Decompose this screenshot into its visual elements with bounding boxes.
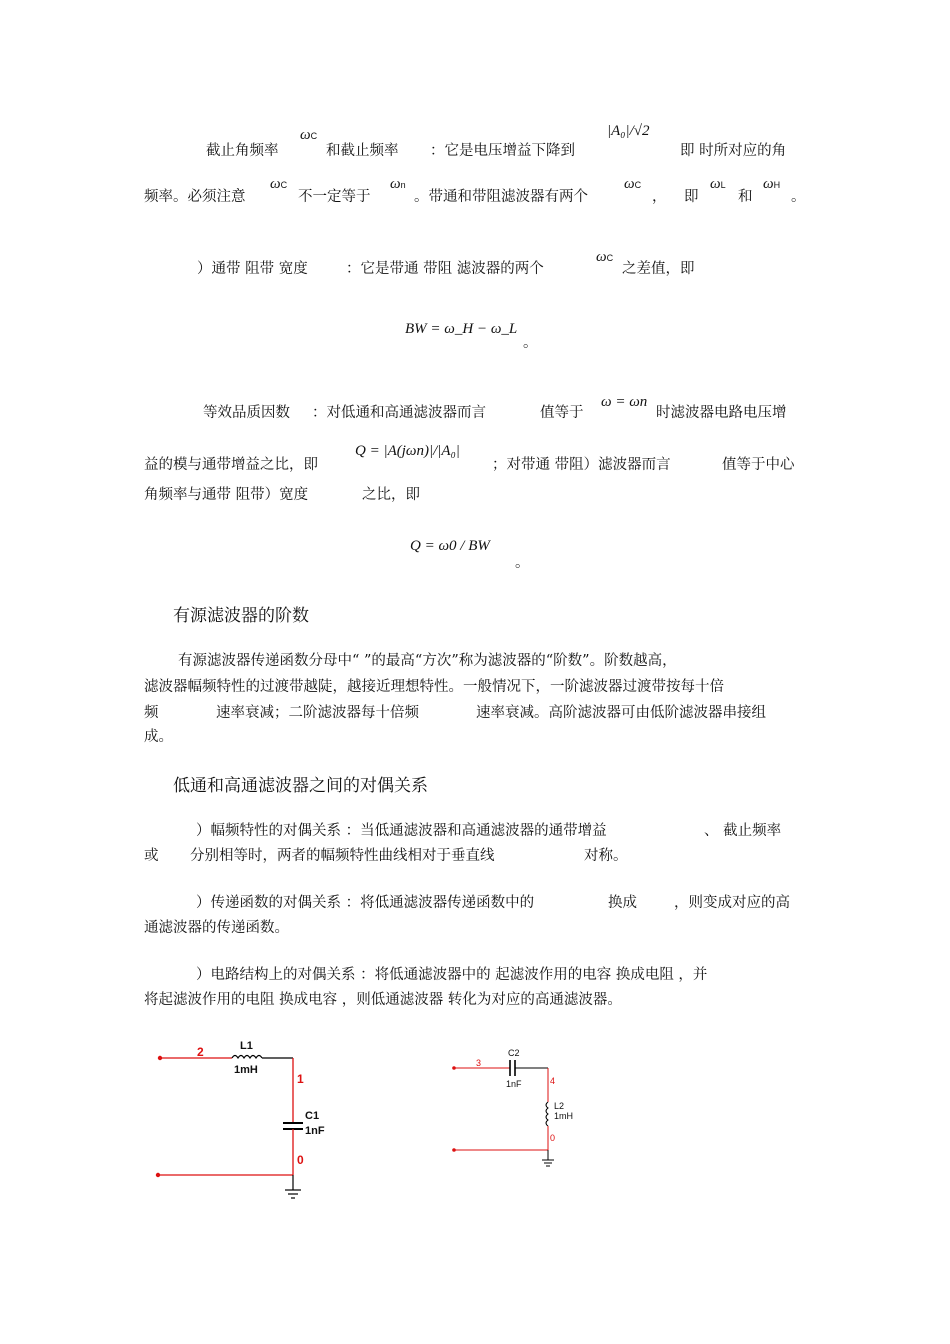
p2-formula-end: 。	[523, 335, 538, 351]
gain-expression: |A₀|/√2	[607, 123, 650, 139]
sec1-line4: 成。	[144, 729, 173, 745]
p3-line1a: 等效品质因数	[203, 405, 290, 421]
inductor-l2-symbol	[546, 1102, 548, 1126]
lowpass-circuit-diagram	[150, 1030, 350, 1210]
p1-line1a: 截止角频率	[206, 143, 279, 159]
p1-line2f: 和	[738, 189, 753, 205]
omega-c-symbol: ωC	[596, 249, 614, 265]
p1-line2b: 不一定等于	[298, 189, 371, 205]
p1-line2c: 。带通和带阻滤波器有两个	[414, 189, 588, 205]
sec1-line3c: 速率衰减。高阶滤波器可由低阶滤波器串接组	[476, 705, 766, 721]
sec1-line3a: 频	[144, 705, 159, 721]
sec2-item1c: 或	[144, 848, 159, 864]
inductor-l1-name: L1	[240, 1040, 253, 1052]
node-label-0: 0	[297, 1153, 304, 1167]
condition-expression: ω = ωn	[601, 394, 648, 410]
sec2-item1b: 、 截止频率	[704, 823, 782, 839]
capacitor-c2-name: C2	[508, 1048, 520, 1058]
p2-line1b: ：它是带通 带阻 滤波器的两个	[346, 261, 544, 277]
omega-c-symbol: ωC	[270, 176, 288, 192]
sec1-line2: 滤波器幅频特性的过渡带越陡，越接近理想特性。一般情况下，一阶滤波器过渡带按每十倍	[144, 679, 724, 695]
omega-h-symbol: ωH	[763, 176, 781, 192]
p2-line1c: 之差值，即	[622, 261, 695, 277]
section-title-duality: 低通和高通滤波器之间的对偶关系	[173, 776, 428, 796]
inductor-l1-symbol	[232, 1056, 262, 1059]
q-formula: Q = ω0 / BW	[410, 538, 490, 554]
node-label-1: 1	[297, 1072, 304, 1086]
p3-line3b: 之比，即	[362, 487, 420, 503]
sec2-item2c: ，则变成对应的高	[674, 895, 790, 911]
capacitor-c2-value: 1nF	[506, 1079, 522, 1089]
p3-line1d: 时滤波器电路电压增	[656, 405, 787, 421]
sec2-item1d: 分别相等时，两者的幅频特性曲线相对于垂直线	[190, 848, 495, 864]
sec1-line3b: 速率衰减；二阶滤波器每十倍频	[216, 705, 419, 721]
inductor-l2-name: L2	[554, 1101, 565, 1111]
sec2-item2a: ）传递函数的对偶关系 ：将低通滤波器传递函数中的	[196, 895, 535, 911]
omega-c-symbol: ωC	[300, 127, 318, 143]
node-label-4: 4	[550, 1076, 556, 1086]
q-expression: Q = |A(jωn)|/|A₀|	[355, 443, 460, 459]
p3-line1c: 值等于	[540, 405, 584, 421]
node-label-3: 3	[476, 1058, 482, 1068]
p1-line1c: ：它是电压增益下降到	[430, 143, 575, 159]
p1-line2d: ，	[652, 189, 667, 205]
inductor-l2-value: 1mH	[554, 1111, 574, 1121]
p3-formula-end: 。	[515, 555, 530, 571]
omega-l-symbol: ωL	[710, 176, 726, 192]
sec2-item2d: 通滤波器的传递函数。	[144, 920, 289, 936]
p1-line2a: 频率。必须注意	[144, 189, 246, 205]
p1-line2g: 。	[791, 189, 806, 205]
p3-line2c: 值等于中心	[722, 457, 795, 473]
omega-c-symbol: ωC	[624, 176, 642, 192]
sec2-item2b: 换成	[608, 895, 637, 911]
sec2-item3a: ）电路结构上的对偶关系 ：将低通滤波器中的 起滤波作用的电容 换成电阻 ，并	[196, 967, 708, 983]
node-label-0-hp: 0	[550, 1133, 556, 1143]
p3-line2a: 益的模与通带增益之比，即	[144, 457, 318, 473]
p3-line1b: ：对低通和高通滤波器而言	[312, 405, 486, 421]
node-label-2: 2	[197, 1045, 204, 1059]
capacitor-c1-value: 1nF	[305, 1125, 325, 1137]
p1-line2e: 即	[684, 189, 699, 205]
inductor-l1-value: 1mH	[234, 1064, 258, 1076]
p1-line1d: 即 时所对应的角	[680, 143, 787, 159]
bandwidth-formula: BW = ω_H − ω_L	[405, 321, 518, 337]
omega-n-symbol: ωn	[390, 176, 406, 192]
sec2-item1a: ）幅频特性的对偶关系 ：当低通滤波器和高通滤波器的通带增益	[196, 823, 607, 839]
section-title-order: 有源滤波器的阶数	[173, 606, 309, 626]
sec1-line1: 有源滤波器传递函数分母中“ ”的最高“方次”称为滤波器的“阶数”。阶数越高，	[178, 653, 677, 669]
p3-line2b: ；对带通 带阻）滤波器而言	[492, 457, 671, 473]
sec2-item3b: 将起滤波作用的电阻 换成电容 ，则低通滤波器 转化为对应的高通滤波器。	[144, 992, 622, 1008]
p3-line3a: 角频率与通带 阻带）宽度	[144, 487, 309, 503]
p1-line1b: 和截止频率	[326, 143, 399, 159]
capacitor-c1-name: C1	[305, 1110, 320, 1122]
p2-line1a: ）通带 阻带 宽度	[197, 261, 308, 277]
sec2-item1e: 对称。	[584, 848, 628, 864]
